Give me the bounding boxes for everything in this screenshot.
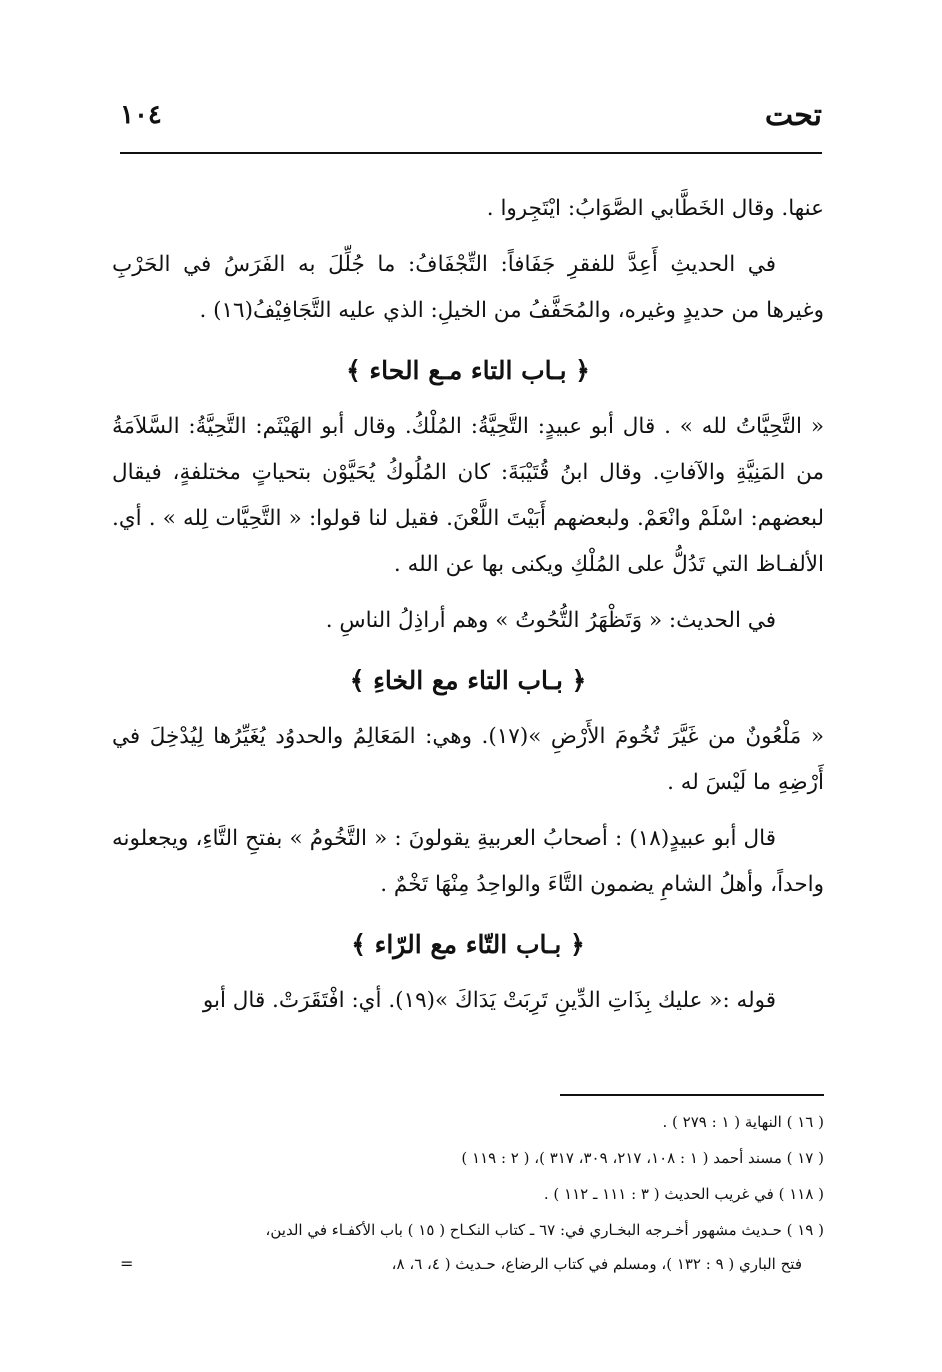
- section-heading: ﴿ بـاب التّاء مع الرّاء ﴾: [351, 930, 585, 959]
- paragraph: عنها. وقال الخَطَّابي الصَّوَابُ: ايْتَجِروا .: [486, 196, 824, 221]
- footnote-rule: [560, 1094, 824, 1096]
- footnote-19: ( ١٩ ) حـديث مشهور أخـرجه البخـاري في: ٦٧ ـ كتاب النكـاح ( ١٥ ) باب الأكفـاء في الدين،: [265, 1221, 824, 1239]
- header-rule: [120, 152, 822, 154]
- running-head-word: تحت: [764, 98, 822, 133]
- paragraph: قوله :« عليك بِذَاتِ الدِّينِ تَرِبَتْ يَدَاكَ »(١٩). أي: افْتَقَرَتْ. قال أبو: [202, 988, 776, 1013]
- paragraph: « التَّحِيَّاتُ لله » . قال أبو عبيدٍ: التَّحِيَّةُ: المُلْكُ. وقال أبو الهَيْثَم: التَّحِيَّةُ: السَّلاَمَةُ من المَنِيَّةِ والآفاتِ. وقال ابنُ قُتَيْبَةَ: كان المُلُوكُ يُحَيَّوْن بتحياتٍ مختلفةٍ، فيقال لبعضهم: اسْلَمْ وانْعَمْ. ولبعضهم أَبَيْتَ اللَّعْنَ. فقيل لنا قولوا: « التَّحِيَّات لِله » . أي. الألفـاظ التي تَدُلُّ على المُلْكِ ويكنى بها عن الله .: [112, 414, 824, 577]
- footnotes: [112, 1104, 824, 1280]
- continuation-mark: =: [120, 1254, 134, 1273]
- section-heading: ﴿ بـاب التاء مـع الحاء ﴾: [346, 356, 590, 385]
- footnote-19-continued: [112, 1248, 824, 1280]
- paragraph: قال أبو عبيدٍ(١٨) : أصحابُ العربيةِ يقولونَ : « التَّخُومُ » بفتحِ التَّاءِ، ويجعلونه واحداً، وأهلُ الشامِ يضمون التَّاءَ والواحِدُ مِنْهَا تَخْمٌ .: [112, 826, 824, 897]
- footnote-17: ( ١٧ ) مسند أحمد ( ١ : ١٠٨، ٢١٧، ٣٠٩، ٣١٧ )، ( ٢ : ١١٩ ): [461, 1149, 824, 1167]
- page-header: [120, 92, 822, 144]
- footnote-18: ( ١١٨ ) في غريب الحديث ( ٣ : ١١١ ـ ١١٢ ) .: [543, 1185, 824, 1203]
- page-number: ١٠٤: [120, 100, 162, 130]
- paragraph: « مَلْعُونٌ من غَيَّرَ تُخُومَ الأَرْضِ »(١٧). وهي: المَعَالِمُ والحدوُد يُغَيِّرُها لِيُدْخِلَ في أَرْضِهِ ما لَيْسَ له .: [112, 724, 824, 795]
- paragraph: في الحديث: « وَتَظْهَرُ التُّحُوتُ » وهم أراذِلُ الناسِ .: [325, 608, 776, 633]
- footnote-19-line2: فتح الباري ( ٩ : ١٣٢ )، ومسلم في كتاب الرضاع، حـديث ( ٤، ٦، ٨،: [391, 1255, 802, 1273]
- main-text: [112, 186, 824, 1034]
- paragraph: في الحديثِ أَعِدَّ للفقرِ جَفَافاً: التِّجْفَافُ: ما جُلِّلَ به الفَرَسُ في الحَرْبِ وغيرها من حديدٍ وغيره، والمُحَفَّفُ من الخيلِ: الذي عليه التَّجَافِيْفُ(١٦) .: [112, 252, 824, 323]
- section-heading: ﴿ بـاب التاء مع الخاءِ ﴾: [349, 666, 587, 695]
- footnote-16: ( ١٦ ) النهاية ( ١ : ٢٧٩ ) .: [662, 1113, 824, 1131]
